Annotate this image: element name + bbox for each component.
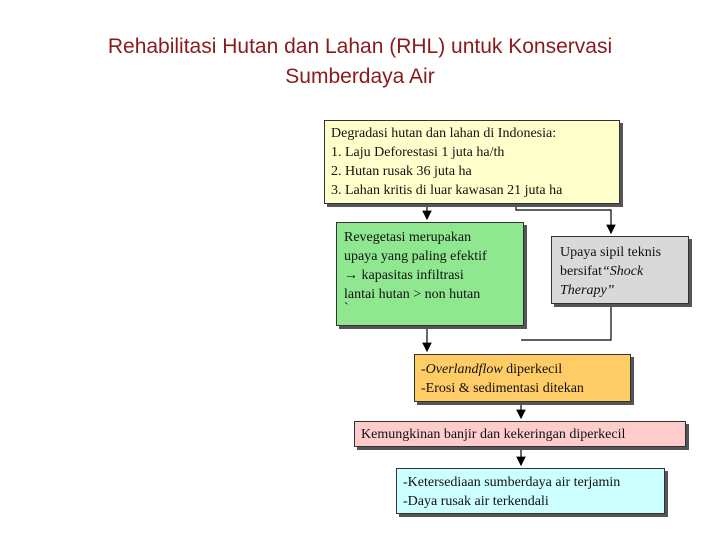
flood-box <box>354 421 686 447</box>
flood-text: Kemungkinan banjir dan kekeringan diperkecil <box>361 427 626 442</box>
arrow-civil-to-overland <box>521 304 611 340</box>
revegetation-line-2: upaya yang paling efektif <box>344 249 487 264</box>
title-line-1: Rehabilitasi Hutan dan Lahan (RHL) untuk Konservasi <box>107 35 613 58</box>
degradation-item-3: 3. Lahan kritis di luar kawasan 21 juta ha <box>331 183 563 198</box>
right-arrow-icon: → <box>344 268 358 283</box>
overland-box <box>414 354 631 402</box>
water-line-1: -Ketersediaan sumberdaya air terjamin <box>403 475 621 490</box>
revegetation-line-3: → kapasitas infiltrasi <box>344 268 464 283</box>
degradation-item-2: 2. Hutan rusak 36 juta ha <box>331 164 472 179</box>
civil-line-3: Therapy” <box>560 283 615 298</box>
overland-line-2: -Erosi & sedimentasi ditekan <box>421 381 584 396</box>
title-line-2: Sumberdaya Air <box>285 65 435 88</box>
degradation-item-1: 1. Laju Deforestasi 1 juta ha/th <box>331 145 505 160</box>
water-box <box>396 468 665 514</box>
revegetation-line-4: lantai hutan > non hutan <box>344 287 481 302</box>
civil-line-1: Upaya sipil teknis <box>560 245 662 260</box>
water-line-2: -Daya rusak air terkendali <box>403 494 549 509</box>
arrow-degradation-to-civil <box>516 204 611 233</box>
revegetation-line-5: ` <box>344 301 349 316</box>
degradation-box <box>324 120 620 204</box>
civil-box <box>551 236 689 304</box>
civil-line-2: bersifat“Shock <box>560 264 644 279</box>
overland-line-1: -Overlandflow diperkecil <box>421 362 563 377</box>
revegetation-box <box>336 222 524 326</box>
revegetation-line-1: Revegetasi merupakan <box>344 230 472 245</box>
degradation-heading: Degradasi hutan dan lahan di Indonesia: <box>331 126 557 141</box>
